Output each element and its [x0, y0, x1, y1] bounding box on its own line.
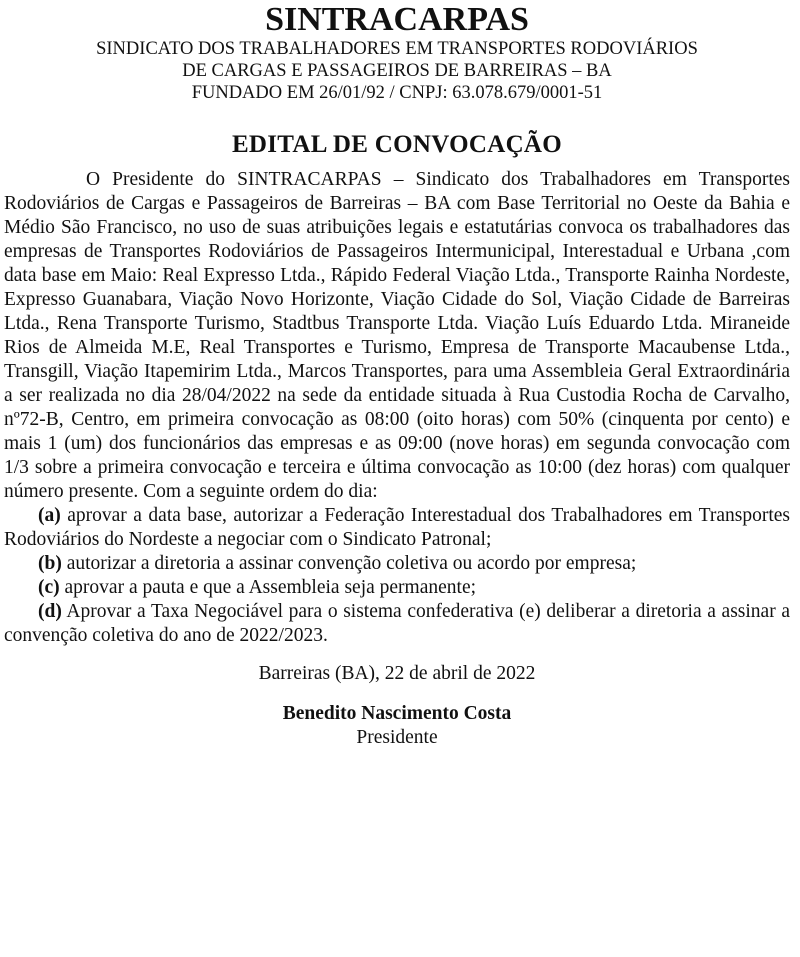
agenda-item-a [4, 504, 790, 552]
organization-full-name-line-2: DE CARGAS E PASSAGEIROS DE BARREIRAS – BA [182, 61, 612, 81]
agenda-item-b [4, 552, 790, 576]
agenda-text-c: aprovar a pauta e que a Assembleia seja permanente; [59, 577, 477, 598]
signer-role: Presidente [356, 727, 438, 748]
agenda-letter-b: (b) [38, 553, 62, 574]
agenda-letter-c: (c) [38, 577, 60, 598]
agenda-letter-d: (d) [38, 601, 62, 622]
agenda-text-d: Aprovar a Taxa Negociável para o sistema confederativa (e) deliberar a diretoria a assinar a convenção coletiva do ano de 2022/2023. [4, 601, 790, 646]
document-page [0, 2, 800, 957]
document-title: EDITAL DE CONVOCAÇÃO [231, 131, 563, 158]
place-and-date: Barreiras (BA), 22 de abril de 2022 [258, 663, 536, 684]
agenda-item-d [4, 600, 790, 648]
foundation-and-cnpj: FUNDADO EM 26/01/92 / CNPJ: 63.078.679/0001-51 [191, 83, 603, 103]
organization-full-name-line-1: SINDICATO DOS TRABALHADORES EM TRANSPORTES RODOVIÁRIOS [96, 39, 698, 59]
agenda-text-a: aprovar a data base, autorizar a Federação Interestadual dos Trabalhadores em Transportes Rodoviários do Nordeste a negociar com o Sindicato Patronal; [4, 505, 790, 550]
agenda-letter-a: (a) [38, 505, 61, 526]
agenda-item-c [4, 576, 790, 600]
organization-name: SINTRACARPAS [265, 1, 529, 38]
intro-paragraph: O Presidente do SINTRACARPAS – Sindicato dos Trabalhadores em Transportes Rodoviários de Cargas e Passageiros de Barreiras – BA com Base Territorial no Oeste da Bahia e Médio São Francisco, no uso de suas atribuições legais e estatutárias convoca os trabalhadores das empresas de Transportes Rodoviários de Passageiros Intermunicipal, Interestadual e Urbana ,com data base em Maio: Real Expresso Ltda., Rápido Federal Viação Ltda., Transporte Rainha Nordeste, Expresso Guanabara, Viação Novo Horizonte, Viação Cidade do Sol, Viação Cidade de Barreiras Ltda., Rena Transporte Turismo, Stadtbus Transporte Ltda. Viação Luís Eduardo Ltda. Miraneide Rios de Almeida M.E, Real Transportes e Turismo, Empresa de Transporte Macaubense Ltda., Transgill, Viação Itapemirim Ltda., Marcos Transportes, para uma Assembleia Geral Extraordinária a ser realizada no dia 28/04/2022 na sede da entidade situada à Rua Custodia Rocha de Carvalho, nº72-B, Centro, em primeira convocação as 08:00 (oito horas) com 50% (cinquenta por cento) e mais 1 (um) dos funcionários das empresas e as 09:00 (nove horas) em segunda convocação com 1/3 sobre a primeira convocação e terceira e última convocação as 10:00 (dez horas) com qualquer número presente. Com a seguinte ordem do dia: [4, 169, 790, 502]
agenda-text-b: autorizar a diretoria a assinar convenção coletiva ou acordo por empresa; [61, 553, 637, 574]
signer-name: Benedito Nascimento Costa [282, 703, 512, 724]
